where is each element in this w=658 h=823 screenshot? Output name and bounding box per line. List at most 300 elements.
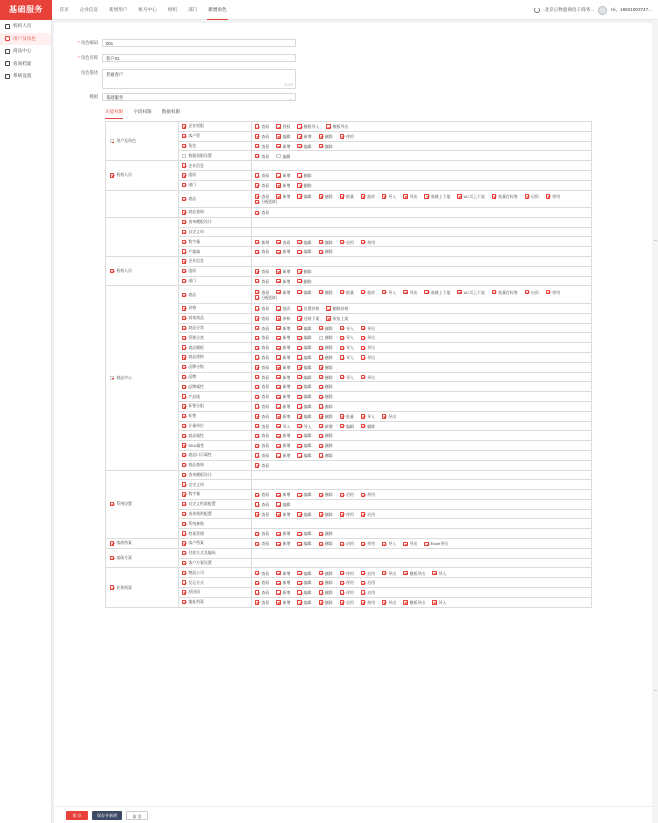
perm-checkbox[interactable] bbox=[297, 335, 311, 340]
perm-check-box[interactable] bbox=[276, 532, 280, 536]
perm-check-box[interactable] bbox=[297, 444, 301, 448]
perm-checkbox[interactable] bbox=[255, 453, 269, 458]
perm-check-box[interactable] bbox=[276, 154, 280, 158]
refresh-icon[interactable] bbox=[534, 7, 540, 13]
module-checkbox[interactable] bbox=[182, 403, 204, 409]
perm-check-box[interactable] bbox=[255, 444, 259, 448]
perm-check-box[interactable] bbox=[297, 336, 301, 340]
module-checkbox[interactable] bbox=[182, 196, 196, 202]
module-checkbox[interactable] bbox=[182, 423, 204, 429]
perm-checkbox[interactable] bbox=[255, 424, 269, 429]
perm-check-box[interactable] bbox=[319, 375, 323, 379]
sidebar-item-1[interactable] bbox=[0, 33, 51, 46]
perm-check-box[interactable] bbox=[255, 502, 259, 506]
perm-checkbox[interactable] bbox=[255, 345, 269, 350]
perm-checkbox[interactable] bbox=[276, 326, 290, 331]
perm-check-box[interactable] bbox=[255, 571, 259, 575]
perm-check-box[interactable] bbox=[276, 590, 280, 594]
perm-checkbox[interactable] bbox=[276, 335, 290, 340]
module-checkbox[interactable] bbox=[182, 452, 212, 458]
perm-checkbox[interactable] bbox=[297, 541, 311, 546]
perm-checkbox[interactable] bbox=[297, 306, 319, 311]
group-checkbox[interactable] bbox=[110, 375, 132, 381]
module-check-box[interactable] bbox=[182, 502, 186, 506]
perm-checkbox[interactable] bbox=[361, 290, 375, 295]
perm-check-box[interactable] bbox=[432, 600, 436, 604]
perm-checkbox[interactable] bbox=[319, 512, 333, 517]
sidebar-item-4[interactable] bbox=[0, 70, 51, 83]
perm-checkbox[interactable] bbox=[319, 384, 333, 389]
perm-checkbox[interactable] bbox=[340, 326, 354, 331]
perm-check-box[interactable] bbox=[361, 326, 365, 330]
perm-check-box[interactable] bbox=[361, 375, 365, 379]
module-checkbox[interactable] bbox=[182, 433, 204, 439]
module-checkbox[interactable] bbox=[182, 550, 216, 556]
perm-checkbox[interactable] bbox=[319, 571, 333, 576]
role-desc-textarea[interactable]: 普通客户 4/200 bbox=[102, 69, 296, 89]
module-check-box[interactable] bbox=[182, 326, 186, 330]
perm-checkbox[interactable] bbox=[276, 443, 290, 448]
perm-checkbox[interactable] bbox=[424, 290, 450, 295]
perm-checkbox[interactable] bbox=[340, 541, 354, 546]
perm-check-box[interactable] bbox=[361, 336, 365, 340]
module-check-box[interactable] bbox=[182, 365, 186, 369]
perm-check-box[interactable] bbox=[340, 346, 344, 350]
perm-checkbox[interactable] bbox=[319, 433, 333, 438]
perm-checkbox[interactable] bbox=[403, 571, 425, 576]
perm-checkbox[interactable] bbox=[297, 443, 311, 448]
perm-check-box[interactable] bbox=[255, 463, 259, 467]
perm-check-box[interactable] bbox=[319, 365, 323, 369]
perm-checkbox[interactable] bbox=[361, 355, 375, 360]
module-check-box[interactable] bbox=[182, 259, 186, 263]
perm-check-box[interactable] bbox=[382, 600, 386, 604]
perm-check-box[interactable] bbox=[340, 355, 344, 359]
perm-checkbox[interactable] bbox=[297, 571, 311, 576]
module-checkbox[interactable] bbox=[182, 501, 216, 507]
perm-checkbox[interactable] bbox=[361, 194, 375, 199]
perm-check-box[interactable] bbox=[255, 290, 259, 294]
module-check-box[interactable] bbox=[182, 404, 186, 408]
module-check-box[interactable] bbox=[182, 394, 186, 398]
perm-checkbox[interactable] bbox=[319, 541, 333, 546]
perm-checkbox[interactable] bbox=[255, 394, 269, 399]
perm-checkbox[interactable] bbox=[361, 492, 375, 497]
perm-check-box[interactable] bbox=[276, 434, 280, 438]
perm-checkbox[interactable] bbox=[255, 384, 269, 389]
perm-check-box[interactable] bbox=[297, 240, 301, 244]
perm-check-box[interactable] bbox=[255, 279, 259, 283]
user-name[interactable]: Hi，18601003747... bbox=[611, 7, 652, 12]
sidebar-item-2[interactable] bbox=[0, 45, 51, 58]
perm-checkbox[interactable] bbox=[297, 384, 311, 389]
perm-checkbox[interactable] bbox=[361, 580, 375, 585]
perm-checkbox[interactable] bbox=[319, 144, 333, 149]
perm-checkbox[interactable] bbox=[297, 124, 319, 129]
perm-check-box[interactable] bbox=[276, 581, 280, 585]
perm-checkbox[interactable] bbox=[276, 600, 290, 605]
module-check-box[interactable] bbox=[182, 316, 186, 320]
perm-check-box[interactable] bbox=[361, 290, 365, 294]
module-check-box[interactable] bbox=[182, 522, 186, 526]
perm-check-box[interactable] bbox=[382, 542, 386, 546]
module-checkbox[interactable] bbox=[182, 229, 204, 235]
perm-check-box[interactable] bbox=[276, 512, 280, 516]
perm-checkbox[interactable] bbox=[297, 404, 311, 409]
perm-check-box[interactable] bbox=[297, 395, 301, 399]
module-check-box[interactable] bbox=[182, 463, 186, 467]
perm-checkbox[interactable] bbox=[424, 194, 450, 199]
perm-checkbox[interactable] bbox=[255, 502, 269, 507]
module-check-box[interactable] bbox=[182, 293, 186, 297]
perm-check-box[interactable] bbox=[255, 295, 259, 299]
perm-check-box[interactable] bbox=[255, 385, 259, 389]
perm-check-box[interactable] bbox=[255, 590, 259, 594]
perm-checkbox[interactable] bbox=[319, 590, 333, 595]
perm-check-box[interactable] bbox=[319, 600, 323, 604]
perm-checkbox[interactable] bbox=[319, 249, 333, 254]
module-checkbox[interactable] bbox=[182, 540, 204, 546]
module-check-box[interactable] bbox=[182, 336, 186, 340]
perm-checkbox[interactable] bbox=[319, 404, 333, 409]
module-check-box[interactable] bbox=[182, 345, 186, 349]
perm-check-box[interactable] bbox=[255, 124, 259, 128]
perm-checkbox[interactable] bbox=[297, 453, 311, 458]
perm-checkbox[interactable] bbox=[340, 345, 354, 350]
perm-check-box[interactable] bbox=[340, 542, 344, 546]
perm-check-box[interactable] bbox=[297, 290, 301, 294]
perm-checkbox[interactable] bbox=[297, 424, 311, 429]
group-checkbox[interactable] bbox=[110, 585, 132, 591]
module-checkbox[interactable] bbox=[182, 143, 196, 149]
sidebar-item-3[interactable] bbox=[0, 58, 51, 71]
perm-check-box[interactable] bbox=[255, 173, 259, 177]
group-check-box[interactable] bbox=[110, 173, 114, 177]
perm-check-box[interactable] bbox=[255, 144, 259, 148]
perm-check-box[interactable] bbox=[276, 502, 280, 506]
perm-check-box[interactable] bbox=[361, 600, 365, 604]
perm-check-box[interactable] bbox=[255, 404, 259, 408]
group-checkbox[interactable] bbox=[110, 138, 136, 144]
perm-check-box[interactable] bbox=[297, 590, 301, 594]
group-check-box[interactable] bbox=[110, 269, 114, 273]
perm-check-box[interactable] bbox=[255, 250, 259, 254]
role-code-input[interactable]: 001 bbox=[102, 39, 296, 47]
perm-check-box[interactable] bbox=[340, 414, 344, 418]
perm-check-box[interactable] bbox=[276, 269, 280, 273]
perm-checkbox[interactable] bbox=[255, 433, 269, 438]
group-check-box[interactable] bbox=[110, 585, 114, 589]
perm-check-box[interactable] bbox=[340, 134, 344, 138]
perm-check-box[interactable] bbox=[525, 290, 529, 294]
perm-check-box[interactable] bbox=[255, 134, 259, 138]
tab-3[interactable]: 帐号中心 bbox=[138, 7, 157, 12]
perm-check-box[interactable] bbox=[297, 194, 301, 198]
perm-check-box[interactable] bbox=[276, 279, 280, 283]
perm-checkbox[interactable] bbox=[361, 326, 375, 331]
perm-check-box[interactable] bbox=[340, 194, 344, 198]
perm-check-box[interactable] bbox=[276, 414, 280, 418]
perm-check-box[interactable] bbox=[319, 590, 323, 594]
module-checkbox[interactable] bbox=[182, 292, 196, 298]
perm-checkbox[interactable] bbox=[326, 316, 348, 321]
perm-checkbox[interactable] bbox=[255, 335, 269, 340]
module-check-box[interactable] bbox=[182, 473, 186, 477]
perm-check-box[interactable] bbox=[319, 512, 323, 516]
tab-2[interactable]: 新增用户 bbox=[109, 7, 128, 12]
perm-checkbox[interactable] bbox=[382, 600, 396, 605]
perm-check-box[interactable] bbox=[255, 365, 259, 369]
perm-checkbox[interactable] bbox=[276, 124, 290, 129]
perm-checkbox[interactable] bbox=[382, 290, 396, 295]
perm-check-box[interactable] bbox=[319, 493, 323, 497]
perm-checkbox[interactable] bbox=[319, 600, 333, 605]
perm-check-box[interactable] bbox=[255, 434, 259, 438]
module-checkbox[interactable] bbox=[182, 335, 204, 341]
module-checkbox[interactable] bbox=[182, 249, 200, 255]
perm-checkbox[interactable] bbox=[319, 375, 333, 380]
module-check-box[interactable] bbox=[182, 453, 186, 457]
perm-checkbox[interactable] bbox=[255, 492, 269, 497]
perm-checkbox[interactable] bbox=[340, 240, 354, 245]
perm-check-box[interactable] bbox=[319, 250, 323, 254]
perm-check-box[interactable] bbox=[276, 183, 280, 187]
tab-0[interactable]: 首页 bbox=[59, 7, 69, 12]
perm-check-box[interactable] bbox=[319, 424, 323, 428]
perm-checkbox[interactable] bbox=[276, 345, 290, 350]
perm-check-box[interactable] bbox=[255, 414, 259, 418]
perm-checkbox[interactable] bbox=[297, 375, 311, 380]
perm-checkbox[interactable] bbox=[255, 463, 269, 468]
perm-check-box[interactable] bbox=[255, 211, 259, 215]
module-check-box[interactable] bbox=[182, 571, 186, 575]
module-checkbox[interactable] bbox=[182, 345, 204, 351]
perm-check-box[interactable] bbox=[492, 290, 496, 294]
perm-checkbox[interactable] bbox=[255, 375, 269, 380]
perm-check-box[interactable] bbox=[276, 355, 280, 359]
perm-checkbox[interactable] bbox=[276, 580, 290, 585]
perm-checkbox[interactable] bbox=[276, 384, 290, 389]
module-checkbox[interactable] bbox=[182, 325, 204, 331]
perm-checkbox[interactable] bbox=[297, 492, 311, 497]
perm-check-box[interactable] bbox=[424, 542, 428, 546]
perm-checkbox[interactable] bbox=[255, 414, 269, 419]
perm-check-box[interactable] bbox=[340, 600, 344, 604]
perm-checkbox[interactable] bbox=[424, 541, 448, 546]
module-check-box[interactable] bbox=[182, 240, 186, 244]
perm-checkbox[interactable] bbox=[255, 124, 269, 129]
module-check-box[interactable] bbox=[182, 144, 186, 148]
perm-checkbox[interactable] bbox=[319, 134, 333, 139]
perm-check-box[interactable] bbox=[361, 424, 365, 428]
perm-checkbox[interactable] bbox=[340, 571, 354, 576]
perm-check-box[interactable] bbox=[297, 532, 301, 536]
perm-checkbox[interactable] bbox=[297, 134, 311, 139]
perm-checkbox[interactable] bbox=[255, 326, 269, 331]
perm-checkbox[interactable] bbox=[255, 183, 269, 188]
module-check-box[interactable] bbox=[182, 173, 186, 177]
perm-checkbox[interactable] bbox=[276, 290, 290, 295]
perm-checkbox[interactable] bbox=[361, 590, 375, 595]
perm-check-box[interactable] bbox=[297, 542, 301, 546]
perm-check-box[interactable] bbox=[297, 600, 301, 604]
module-check-box[interactable] bbox=[182, 561, 186, 565]
perm-checkbox[interactable] bbox=[297, 433, 311, 438]
perm-check-box[interactable] bbox=[297, 355, 301, 359]
perm-check-box[interactable] bbox=[492, 194, 496, 198]
perm-checkbox[interactable] bbox=[276, 394, 290, 399]
module-checkbox[interactable] bbox=[182, 374, 196, 380]
perm-check-box[interactable] bbox=[276, 194, 280, 198]
module-check-box[interactable] bbox=[182, 492, 186, 496]
perm-checkbox[interactable] bbox=[319, 580, 333, 585]
company-name[interactable]: 北京心物盈商电子商务... bbox=[544, 7, 595, 12]
perm-check-box[interactable] bbox=[276, 404, 280, 408]
module-checkbox[interactable] bbox=[182, 443, 204, 449]
tab-4[interactable]: 组织 bbox=[167, 7, 178, 12]
perm-checkbox[interactable] bbox=[297, 194, 311, 199]
perm-check-box[interactable] bbox=[319, 194, 323, 198]
perm-checkbox[interactable] bbox=[297, 394, 311, 399]
module-checkbox[interactable] bbox=[182, 133, 200, 139]
perm-check-box[interactable] bbox=[276, 290, 280, 294]
perm-checkbox[interactable] bbox=[319, 424, 333, 429]
module-checkbox[interactable] bbox=[182, 511, 212, 517]
perm-checkbox[interactable] bbox=[255, 154, 269, 159]
perm-checkbox[interactable] bbox=[255, 316, 269, 321]
perm-checkbox[interactable] bbox=[255, 404, 269, 409]
perm-check-box[interactable] bbox=[340, 240, 344, 244]
perm-checkbox[interactable] bbox=[403, 290, 417, 295]
perm-check-box[interactable] bbox=[276, 395, 280, 399]
perm-checkbox[interactable] bbox=[319, 240, 333, 245]
perm-checkbox[interactable] bbox=[340, 375, 354, 380]
perm-check-box[interactable] bbox=[255, 346, 259, 350]
perm-checkbox[interactable] bbox=[255, 365, 269, 370]
perm-check-box[interactable] bbox=[255, 542, 259, 546]
perm-checkbox[interactable] bbox=[297, 240, 311, 245]
sidebar-item-0[interactable] bbox=[0, 20, 51, 33]
perm-check-box[interactable] bbox=[319, 346, 323, 350]
perm-check-box[interactable] bbox=[340, 581, 344, 585]
perm-checkbox[interactable] bbox=[382, 571, 396, 576]
perm-tab-1[interactable]: 字段权限 bbox=[133, 109, 152, 114]
perm-check-box[interactable] bbox=[297, 375, 301, 379]
perm-checkbox[interactable] bbox=[403, 541, 417, 546]
perm-checkbox[interactable] bbox=[255, 531, 269, 536]
module-checkbox[interactable] bbox=[182, 482, 204, 488]
perm-checkbox[interactable] bbox=[319, 194, 333, 199]
perm-checkbox[interactable] bbox=[361, 600, 375, 605]
perm-check-box[interactable] bbox=[276, 316, 280, 320]
perm-checkbox[interactable] bbox=[297, 249, 311, 254]
perm-checkbox[interactable] bbox=[319, 365, 333, 370]
perm-checkbox[interactable] bbox=[255, 355, 269, 360]
perm-checkbox[interactable] bbox=[326, 306, 348, 311]
perm-checkbox[interactable] bbox=[297, 600, 311, 605]
perm-checkbox[interactable] bbox=[255, 210, 269, 215]
perm-checkbox[interactable] bbox=[525, 290, 539, 295]
perm-check-box[interactable] bbox=[424, 194, 428, 198]
perm-check-box[interactable] bbox=[361, 493, 365, 497]
module-checkbox[interactable] bbox=[182, 521, 204, 527]
perm-checkbox[interactable] bbox=[297, 326, 311, 331]
perm-check-box[interactable] bbox=[319, 290, 323, 294]
perm-check-box[interactable] bbox=[297, 173, 301, 177]
perm-check-box[interactable] bbox=[361, 240, 365, 244]
module-checkbox[interactable] bbox=[182, 239, 200, 245]
save-button[interactable]: 保 存 bbox=[66, 811, 88, 820]
perm-check-box[interactable] bbox=[361, 355, 365, 359]
perm-checkbox[interactable] bbox=[403, 600, 425, 605]
perm-check-box[interactable] bbox=[319, 444, 323, 448]
perm-check-box[interactable] bbox=[297, 512, 301, 516]
module-check-box[interactable] bbox=[182, 197, 186, 201]
module-checkbox[interactable] bbox=[182, 172, 196, 178]
perm-check-box[interactable] bbox=[382, 290, 386, 294]
module-check-box[interactable] bbox=[182, 124, 186, 128]
module-check-box[interactable] bbox=[182, 210, 186, 214]
perm-checkbox[interactable] bbox=[361, 335, 375, 340]
perm-check-box[interactable] bbox=[361, 346, 365, 350]
module-check-box[interactable] bbox=[182, 482, 186, 486]
perm-check-box[interactable] bbox=[340, 493, 344, 497]
perm-checkbox[interactable] bbox=[255, 295, 277, 300]
perm-check-box[interactable] bbox=[255, 269, 259, 273]
group-check-box[interactable] bbox=[110, 139, 114, 143]
perm-check-box[interactable] bbox=[276, 493, 280, 497]
perm-checkbox[interactable] bbox=[297, 345, 311, 350]
perm-checkbox[interactable] bbox=[457, 290, 485, 295]
perm-checkbox[interactable] bbox=[255, 580, 269, 585]
perm-checkbox[interactable] bbox=[297, 590, 311, 595]
perm-check-box[interactable] bbox=[297, 250, 301, 254]
perm-checkbox[interactable] bbox=[276, 134, 290, 139]
perm-check-box[interactable] bbox=[319, 581, 323, 585]
perm-checkbox[interactable] bbox=[255, 173, 269, 178]
perm-check-box[interactable] bbox=[319, 532, 323, 536]
perm-check-box[interactable] bbox=[255, 493, 259, 497]
avatar[interactable] bbox=[598, 6, 607, 15]
perm-checkbox[interactable] bbox=[297, 316, 319, 321]
perm-checkbox[interactable] bbox=[276, 590, 290, 595]
perm-checkbox[interactable] bbox=[319, 345, 333, 350]
perm-checkbox[interactable] bbox=[319, 394, 333, 399]
perm-check-box[interactable] bbox=[276, 306, 280, 310]
perm-checkbox[interactable] bbox=[276, 173, 290, 178]
module-check-box[interactable] bbox=[182, 512, 186, 516]
module-checkbox[interactable] bbox=[182, 219, 212, 225]
perm-checkbox[interactable] bbox=[382, 414, 396, 419]
module-checkbox[interactable] bbox=[182, 354, 204, 360]
perm-check-box[interactable] bbox=[340, 336, 344, 340]
group-checkbox[interactable] bbox=[110, 540, 132, 546]
perm-checkbox[interactable] bbox=[276, 404, 290, 409]
group-check-box[interactable] bbox=[110, 376, 114, 380]
perm-check-box[interactable] bbox=[255, 424, 259, 428]
module-checkbox[interactable] bbox=[182, 153, 212, 159]
perm-checkbox[interactable] bbox=[297, 531, 311, 536]
perm-checkbox[interactable] bbox=[276, 269, 290, 274]
perm-checkbox[interactable] bbox=[276, 365, 290, 370]
perm-check-box[interactable] bbox=[326, 316, 330, 320]
perm-check-box[interactable] bbox=[361, 571, 365, 575]
scrollbar-thumb[interactable] bbox=[654, 240, 657, 241]
perm-checkbox[interactable] bbox=[255, 306, 269, 311]
perm-checkbox[interactable] bbox=[319, 531, 333, 536]
perm-check-box[interactable] bbox=[457, 290, 461, 294]
perm-check-box[interactable] bbox=[319, 326, 323, 330]
